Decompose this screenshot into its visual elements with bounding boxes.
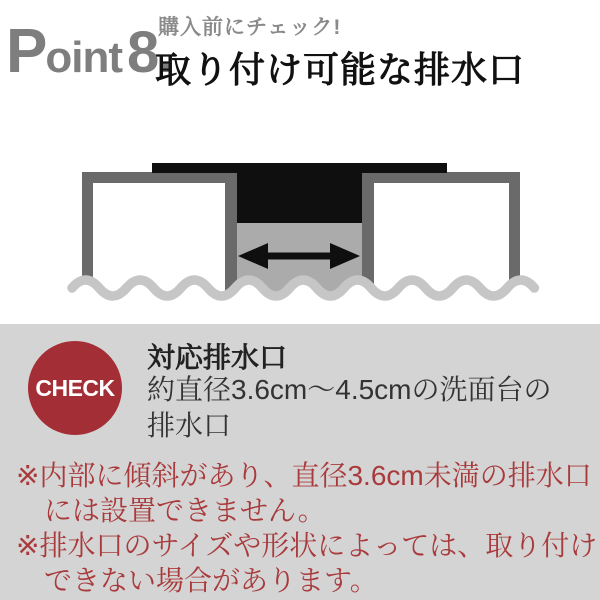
note-1-line-2: には設置できません。 [44, 495, 326, 526]
counter-right-top [362, 172, 520, 183]
note-2 [16, 528, 597, 598]
compatible-drain-spec [147, 372, 552, 444]
note-2-line-1: ※排水口のサイズや形状によっては、取り付け [16, 530, 598, 561]
stopper-body [237, 172, 362, 223]
stopper-flange [152, 163, 447, 173]
check-badge [28, 341, 122, 435]
counter-left-top [82, 172, 237, 183]
note-2-line-2: できない場合があります。 [44, 565, 378, 596]
caution-notes [16, 458, 597, 598]
spec-line-1: 約直径3.6cm〜4.5cmの洗面台の [147, 374, 552, 405]
logo-letters-oint: oint [45, 33, 122, 82]
drain-cross-section-diagram [0, 115, 600, 315]
logo-letter-p: P [6, 17, 46, 86]
point8-logo [6, 17, 172, 98]
compatible-drain-heading: 対応排水口 [147, 342, 288, 373]
page-title: 取り付け可能な排水口 [155, 49, 526, 90]
note-1-line-1: ※内部に傾斜があり、直径3.6cm未満の排水口 [16, 460, 592, 491]
spec-line-2: 排水口 [147, 410, 232, 441]
info-panel [0, 324, 600, 600]
check-badge-label: CHECK [35, 374, 115, 401]
header-subtitle: 購入前にチェック! [158, 16, 342, 39]
below-wave-mask [72, 280, 534, 315]
logo-number-8: 8 [127, 20, 160, 85]
note-1 [16, 458, 597, 528]
